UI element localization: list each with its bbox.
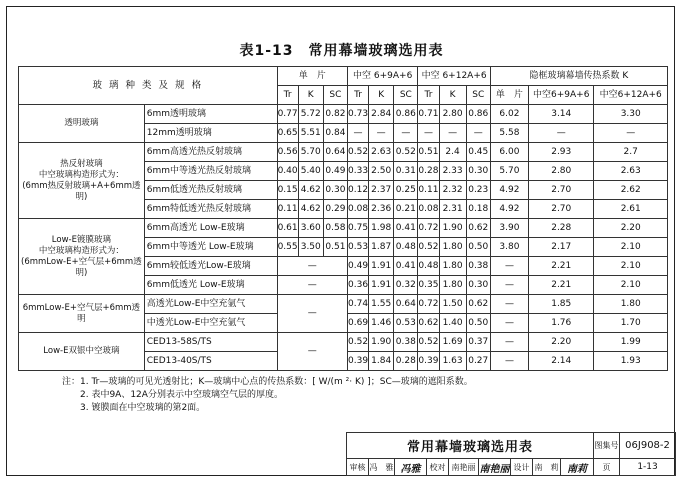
note-2: 2. 表中9A、12A分别表示中空玻璃空气层的厚度。 [80, 390, 283, 400]
col-header: K [369, 86, 394, 105]
page-label: 页 [594, 459, 620, 476]
group-label-low-e-glass: Low-E镀膜玻璃 中空玻璃构造形式为： (6mmLow-E+空气层+6mm透明) [19, 219, 145, 295]
value-cell: 5.72 [298, 105, 323, 124]
value-cell: 1.80 [439, 276, 466, 295]
value-cell: — [439, 124, 466, 143]
value-cell: 4.92 [490, 200, 528, 219]
value-cell: 0.77 [277, 105, 298, 124]
value-cell: 0.86 [394, 105, 418, 124]
value-cell: 0.41 [394, 257, 418, 276]
checker-name: 南艳丽 [449, 459, 479, 476]
check-label: 校对 [427, 459, 449, 476]
value-cell: 2.63 [594, 162, 668, 181]
value-cell: 2.32 [439, 181, 466, 200]
value-cell: 2.62 [594, 181, 668, 200]
value-cell: 1.63 [439, 352, 466, 371]
group-label-double-silver: Low-E双银中空玻璃 [19, 333, 145, 371]
value-cell: 2.10 [594, 238, 668, 257]
table-title: 表1-13 常用幕墙玻璃选用表 [239, 43, 444, 59]
value-cell: 0.50 [466, 238, 490, 257]
value-cell: 3.90 [490, 219, 528, 238]
value-cell: 0.39 [347, 352, 368, 371]
value-cell: 2.80 [529, 162, 594, 181]
value-cell: 1.90 [439, 219, 466, 238]
hidden-frame-k-header: 隐框玻璃幕墙传热系数 K [490, 67, 667, 86]
value-cell: 0.41 [394, 219, 418, 238]
value-cell: 0.58 [323, 219, 347, 238]
value-cell: 0.08 [418, 200, 439, 219]
value-cell: 3.30 [594, 105, 668, 124]
design-label: 设计 [511, 459, 533, 476]
value-cell: — [347, 124, 368, 143]
page-number: 1-13 [620, 459, 676, 476]
value-cell: 0.49 [323, 162, 347, 181]
value-cell: 4.62 [298, 181, 323, 200]
spec-cell: 高透光Low-E中空充氩气 [144, 295, 277, 314]
value-cell: — [394, 124, 418, 143]
value-cell: 0.56 [277, 143, 298, 162]
value-cell: — [490, 257, 528, 276]
value-cell: 2.17 [529, 238, 594, 257]
value-cell: 2.50 [369, 162, 394, 181]
drawing-title: 常用幕墙玻璃选用表 [347, 433, 594, 459]
value-cell: 1.98 [369, 219, 394, 238]
value-cell: — [490, 333, 528, 352]
col-header: Tr [418, 86, 439, 105]
insulated-9a-header: 中空 6+9A+6 [347, 67, 417, 86]
value-cell: 1.50 [439, 295, 466, 314]
value-cell: 2.70 [529, 200, 594, 219]
spec-cell: CED13-40S/TS [144, 352, 277, 371]
value-cell: 2.84 [369, 105, 394, 124]
value-cell: 0.52 [418, 238, 439, 257]
value-cell: 0.74 [347, 295, 368, 314]
value-cell: 0.61 [277, 219, 298, 238]
value-cell: 0.36 [347, 276, 368, 295]
value-cell: 3.80 [490, 238, 528, 257]
value-cell: 2.10 [594, 276, 668, 295]
table-row [19, 333, 668, 352]
designer-signature: 南莉 [561, 459, 594, 476]
value-cell: 0.75 [347, 219, 368, 238]
value-cell: 3.50 [298, 238, 323, 257]
value-cell: — [277, 276, 347, 295]
value-cell: — [277, 257, 347, 276]
table-row [19, 105, 668, 124]
value-cell: 0.71 [418, 105, 439, 124]
col-header: 单 片 [490, 86, 528, 105]
col-header: 中空6+9A+6 [529, 86, 594, 105]
reviewer-signature: 冯雅 [395, 459, 427, 476]
value-cell: 0.72 [418, 219, 439, 238]
value-cell: 0.48 [394, 238, 418, 257]
value-cell: 1.84 [369, 352, 394, 371]
value-cell: — [490, 295, 528, 314]
spec-cell: 6mm中等透光热反射玻璃 [144, 162, 277, 181]
value-cell: 2.31 [439, 200, 466, 219]
value-cell: — [529, 124, 594, 143]
value-cell: 1.87 [369, 238, 394, 257]
group-label-clear-glass: 透明玻璃 [19, 105, 145, 143]
value-cell: 0.15 [277, 181, 298, 200]
value-cell: 2.20 [529, 333, 594, 352]
value-cell: 0.69 [347, 314, 368, 333]
value-cell: 1.70 [594, 314, 668, 333]
value-cell: 5.58 [490, 124, 528, 143]
value-cell: 0.11 [418, 181, 439, 200]
value-cell: 0.52 [347, 143, 368, 162]
reviewer-name: 冯 雅 [369, 459, 395, 476]
value-cell: — [490, 314, 528, 333]
table-row [19, 219, 668, 238]
value-cell: 0.30 [466, 276, 490, 295]
value-cell: 1.93 [594, 352, 668, 371]
value-cell: 0.11 [277, 200, 298, 219]
value-cell: 0.37 [466, 333, 490, 352]
value-cell: 1.85 [529, 295, 594, 314]
value-cell: 0.40 [277, 162, 298, 181]
insulated-12a-header: 中空 6+12A+6 [418, 67, 490, 86]
value-cell: — [418, 124, 439, 143]
value-cell: 0.52 [418, 333, 439, 352]
value-cell: 0.84 [323, 124, 347, 143]
spec-cell: 6mm中等透光 Low-E玻璃 [144, 238, 277, 257]
value-cell: 2.80 [439, 105, 466, 124]
checker-signature: 南艳丽 [479, 459, 511, 476]
value-cell: 0.55 [277, 238, 298, 257]
value-cell: 1.76 [529, 314, 594, 333]
value-cell: 4.62 [298, 200, 323, 219]
value-cell: 0.12 [347, 181, 368, 200]
col-header: 中空6+12A+6 [594, 86, 668, 105]
value-cell: 1.46 [369, 314, 394, 333]
value-cell: 0.53 [347, 238, 368, 257]
value-cell: 2.14 [529, 352, 594, 371]
value-cell: 1.40 [439, 314, 466, 333]
value-cell: 0.64 [394, 295, 418, 314]
atlas-label: 图集号 [594, 433, 620, 459]
group-label-argon-insulated: 6mmLow-E+空气层+6mm透明 [19, 295, 145, 333]
designer-name: 南 莉 [533, 459, 561, 476]
notes [62, 376, 473, 415]
value-cell: 0.08 [347, 200, 368, 219]
value-cell: 0.51 [323, 238, 347, 257]
value-cell: 0.27 [466, 352, 490, 371]
value-cell: 0.62 [466, 295, 490, 314]
value-cell: 1.55 [369, 295, 394, 314]
value-cell: 6.02 [490, 105, 528, 124]
value-cell: 5.70 [490, 162, 528, 181]
col-header: Tr [277, 86, 298, 105]
type-spec-header: 玻 璃 种 类 及 规 格 [19, 67, 278, 105]
value-cell: 0.30 [323, 181, 347, 200]
value-cell: 0.33 [347, 162, 368, 181]
value-cell: 0.38 [394, 333, 418, 352]
value-cell: 2.70 [529, 181, 594, 200]
value-cell: 0.23 [466, 181, 490, 200]
value-cell: 0.32 [394, 276, 418, 295]
value-cell: 0.21 [394, 200, 418, 219]
value-cell: 1.69 [439, 333, 466, 352]
value-cell: 0.64 [323, 143, 347, 162]
single-pane-header: 单 片 [277, 67, 347, 86]
value-cell: 0.25 [394, 181, 418, 200]
value-cell: 2.33 [439, 162, 466, 181]
spec-cell: 6mm透明玻璃 [144, 105, 277, 124]
col-header: Tr [347, 86, 368, 105]
value-cell: 5.51 [298, 124, 323, 143]
value-cell: 0.52 [394, 143, 418, 162]
value-cell: 3.14 [529, 105, 594, 124]
spec-cell: 6mm较低透光Low-E玻璃 [144, 257, 277, 276]
value-cell: — [277, 333, 347, 371]
value-cell: 0.30 [466, 162, 490, 181]
value-cell: 0.49 [347, 257, 368, 276]
atlas-number: 06J908-2 [620, 433, 676, 459]
value-cell: 1.99 [594, 333, 668, 352]
value-cell: 0.62 [466, 219, 490, 238]
col-header: SC [466, 86, 490, 105]
spec-cell: 6mm高透光热反射玻璃 [144, 143, 277, 162]
value-cell: 0.51 [418, 143, 439, 162]
value-cell: 5.40 [298, 162, 323, 181]
value-cell: 5.70 [298, 143, 323, 162]
value-cell: 2.21 [529, 257, 594, 276]
spec-cell: 12mm透明玻璃 [144, 124, 277, 143]
value-cell: 2.10 [594, 257, 668, 276]
value-cell: 0.65 [277, 124, 298, 143]
spec-cell: CED13-58S/TS [144, 333, 277, 352]
value-cell: 1.91 [369, 276, 394, 295]
col-header: K [439, 86, 466, 105]
value-cell: — [490, 276, 528, 295]
value-cell: 0.48 [418, 257, 439, 276]
value-cell: 0.73 [347, 105, 368, 124]
spec-cell: 6mm高透光 Low-E玻璃 [144, 219, 277, 238]
value-cell: 2.28 [529, 219, 594, 238]
glass-selection-table [18, 66, 668, 371]
spec-cell: 6mm低透光热反射玻璃 [144, 181, 277, 200]
value-cell: 0.28 [418, 162, 439, 181]
spec-cell: 6mm特低透光热反射玻璃 [144, 200, 277, 219]
value-cell: 0.31 [394, 162, 418, 181]
value-cell: 0.28 [394, 352, 418, 371]
value-cell: 4.92 [490, 181, 528, 200]
value-cell: 0.45 [466, 143, 490, 162]
value-cell: — [490, 352, 528, 371]
value-cell: — [369, 124, 394, 143]
value-cell: 2.63 [369, 143, 394, 162]
value-cell: 3.60 [298, 219, 323, 238]
value-cell: 2.37 [369, 181, 394, 200]
col-header: K [298, 86, 323, 105]
value-cell: 2.61 [594, 200, 668, 219]
review-label: 审核 [347, 459, 369, 476]
title-block [346, 432, 676, 476]
value-cell: 1.91 [369, 257, 394, 276]
value-cell: 0.72 [418, 295, 439, 314]
col-header: SC [394, 86, 418, 105]
value-cell: 6.00 [490, 143, 528, 162]
note-3: 3. 镀膜面在中空玻璃的第2面。 [80, 403, 206, 413]
value-cell: 0.50 [466, 314, 490, 333]
value-cell: 0.82 [323, 105, 347, 124]
col-header: SC [323, 86, 347, 105]
value-cell: 1.80 [439, 257, 466, 276]
table-row [19, 143, 668, 162]
value-cell: 0.62 [418, 314, 439, 333]
spec-cell: 中透光Low-E中空充氩气 [144, 314, 277, 333]
table-row [19, 295, 668, 314]
value-cell: 2.7 [594, 143, 668, 162]
value-cell: 1.80 [439, 238, 466, 257]
value-cell: 2.36 [369, 200, 394, 219]
value-cell: 0.35 [418, 276, 439, 295]
value-cell: 0.18 [466, 200, 490, 219]
value-cell: 0.53 [394, 314, 418, 333]
value-cell: 0.39 [418, 352, 439, 371]
value-cell: 2.93 [529, 143, 594, 162]
group-label-reflective-glass: 热反射玻璃 中空玻璃构造形式为： (6mm热反射玻璃+A+6mm透明) [19, 143, 145, 219]
value-cell: 1.90 [369, 333, 394, 352]
spec-cell: 6mm低透光 Low-E玻璃 [144, 276, 277, 295]
value-cell: 0.86 [466, 105, 490, 124]
value-cell: 1.80 [594, 295, 668, 314]
value-cell: 0.38 [466, 257, 490, 276]
value-cell: 2.21 [529, 276, 594, 295]
value-cell: 0.29 [323, 200, 347, 219]
note-1: 注：1. Tr—玻璃的可见光透射比；K—玻璃中心点的传热系数：[ W/(m ²· K) ]；SC—玻璃的遮阳系数。 [62, 377, 473, 387]
value-cell: — [594, 124, 668, 143]
value-cell: 0.52 [347, 333, 368, 352]
value-cell: — [277, 295, 347, 333]
value-cell: — [466, 124, 490, 143]
value-cell: 2.4 [439, 143, 466, 162]
value-cell: 2.20 [594, 219, 668, 238]
